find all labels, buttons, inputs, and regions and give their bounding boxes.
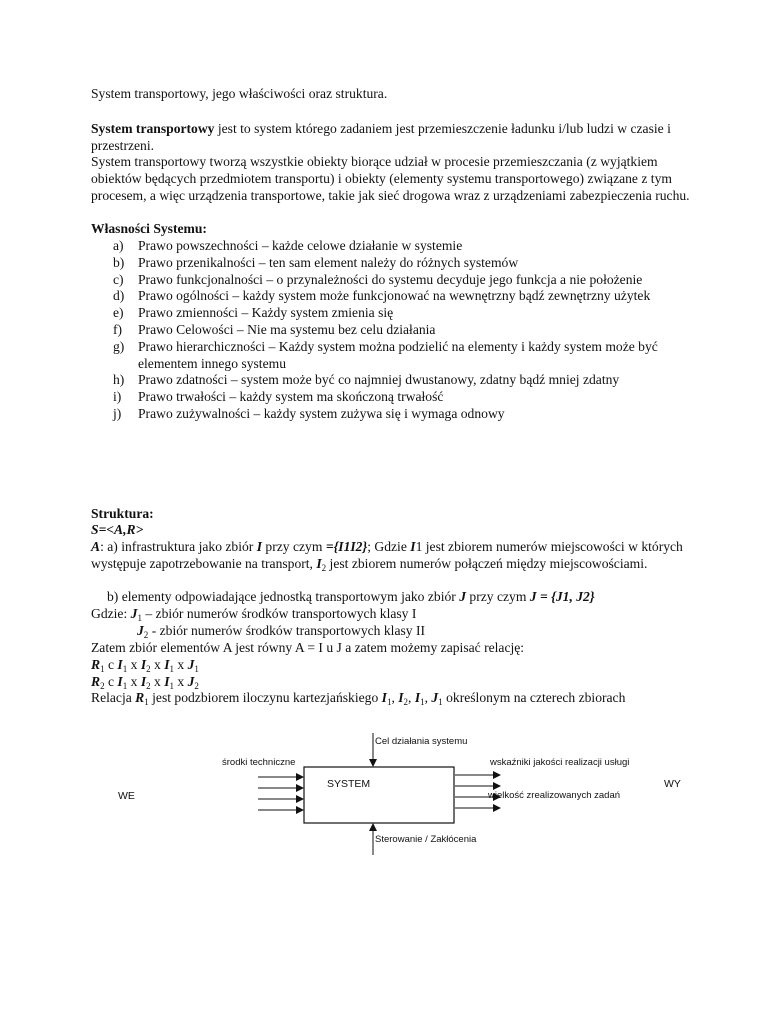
j2-definition [137,623,737,640]
zatem-paragraph: Zatem zbiór elementów A jest równy A = I u J a zatem możemy zapisać relację: [91,640,525,655]
list-item [113,339,693,373]
j2-subscript: 2 [143,630,149,640]
a-symbol: A [91,539,101,554]
a-text: jest zbiorem numerów połączeń między miejscowościami. [326,555,648,571]
a-text: ; Gdzie [367,539,411,554]
definition-text: jest to system którego zadaniem jest przemieszczenie ładunku i/lub ludzi w czasie i przestrzeni. [91,121,671,153]
relation-2: $R_2$ c $I_1$ x $I_2$ x $I_1$ x $J_2$ [91,674,199,691]
j-set-equation: J = {J1, J2} [529,589,595,604]
control-label: Sterowanie / Zakłócenia [375,834,477,845]
list-item [113,255,693,272]
quality-label: wskaźniki jakości realizacji usługi [490,757,630,768]
output-label: WY [664,778,681,790]
j1-text: – zbiór numerów środków transportowych klasy I [141,606,417,621]
structure-formula [91,522,691,539]
list-item-text: Prawo funkcjonalności – o przynależności do systemu decyduje jego funkcja a nie położenie [138,271,643,287]
j1-definition [91,606,691,623]
i2-subscript: 2 [321,562,327,573]
list-item-text: Prawo zużywalności – każdy system zużywa się i wymaga odnowy [138,405,505,421]
i1-index: 1 [415,539,423,554]
list-item-text: Prawo Celowości – Nie ma systemu bez celu działania [138,321,436,337]
composition-paragraph: System transportowy tworzą wszystkie obiekty biorące udział w procesie przemieszczania (z wyjątkiem obiektów będących przedmiotem transportu) i obiekty (elementy systemu transportowego) związane z tym procesem, a więc urządzenia transportowe, takie jak sieć drogowa wraz z urządzeniami zabezpieczenia ruchu. [91,154,690,203]
list-item-text: Prawo zdatności – system może być co najmniej dwustanowy, zdatny bądź mniej zdatny [138,372,620,388]
list-marker: j) [113,405,122,421]
list-marker: c) [113,271,124,287]
list-item [113,272,693,289]
list-item-text: Prawo ogólności – każdy system może funkcjonować na wewnętrzny bądź zewnętrzny użytek [138,288,651,304]
list-item [113,305,693,322]
list-marker: g) [113,338,125,354]
i2-symbol: I [316,555,322,571]
s-symbol: S [91,522,99,537]
definition-term: System transportowy [91,121,215,136]
system-label: SYSTEM [327,778,371,790]
goal-label: Cel działania systemu [375,736,468,747]
list-marker: h) [113,372,125,388]
definition-paragraph [91,121,691,155]
relacja-text: określonym na czterech zbiorach [442,690,626,705]
list-item [113,372,693,389]
relacja-text: jest podzbiorem iloczynu kartezjańskiego [148,690,382,705]
document-title: System transportowy, jego właściwości oraz struktura. [91,86,388,101]
list-marker: b) [113,254,125,270]
structure-heading [91,506,691,523]
i-symbol: I [410,539,416,554]
relation-1: $R_1$ c $I_1$ x $I_2$ x $I_1$ x $J_1$ [91,657,199,674]
b-text: b) elementy odpowiadające jednostką transportowym jako zbiór [107,589,460,604]
list-item [113,288,693,305]
list-marker: i) [113,389,122,405]
properties-heading-text: Własności Systemu: [91,221,207,236]
infrastructure-paragraph [91,539,691,573]
i-symbol: I [256,539,263,554]
j-symbol: J [130,606,138,621]
input-label: WE [118,790,135,802]
list-item [113,238,693,255]
list-item-text: Prawo przenikalności – ten sam element należy do różnych systemów [138,254,519,270]
properties-heading [91,221,691,238]
j-symbol: J [459,589,466,604]
a-text: jest zbiorem numerów miejscowości w których występuje zapotrzebowanie na transport, [91,539,683,571]
system-diagram [0,730,768,860]
b-text: przy czym [466,589,530,604]
list-item [113,322,693,339]
list-item [113,406,693,423]
list-marker: f) [113,321,123,337]
list-item-text: Prawo powszechności – każde celowe działanie w systemie [138,238,463,253]
list-item-text: Prawo zmienności – Każdy system zmienia się [138,305,394,321]
list-marker: d) [113,288,125,304]
j-symbol: J [137,623,144,638]
a-text: przy czym [262,539,326,554]
list-marker: a) [113,238,124,253]
list-marker: e) [113,305,124,321]
volume-label: wielkość zrealizowanych zadań [488,790,621,801]
properties-list [113,238,693,423]
a-text: : a) infrastruktura jako zbiór [100,539,257,554]
gdzie-label: Gdzie: [91,606,131,621]
list-item-text: Prawo hierarchiczności – Każdy system można podzielić na elementy i każdy system może być elementem innego systemu [138,338,658,371]
j2-text: - zbiór numerów środków transportowych klasy II [148,623,426,638]
system-box [304,767,454,823]
list-item [113,389,693,406]
elements-paragraph [107,589,707,606]
resources-label: środki techniczne [222,757,296,768]
j1-subscript: 1 [137,613,142,623]
list-item-text: Prawo trwałości – każdy system ma skończoną trwałość [138,389,444,405]
i-set-equation: ={I1I2} [325,539,368,554]
relacja-paragraph: Relacja $R_1$ jest podzbiorem iloczynu kartezjańskiego $I_1$, $I_2$, $I_1$, $J_1$ określonym na czterech zbiorach [91,690,626,707]
s-definition: =<A,R> [98,522,144,537]
structure-heading-text: Struktura: [91,506,154,521]
